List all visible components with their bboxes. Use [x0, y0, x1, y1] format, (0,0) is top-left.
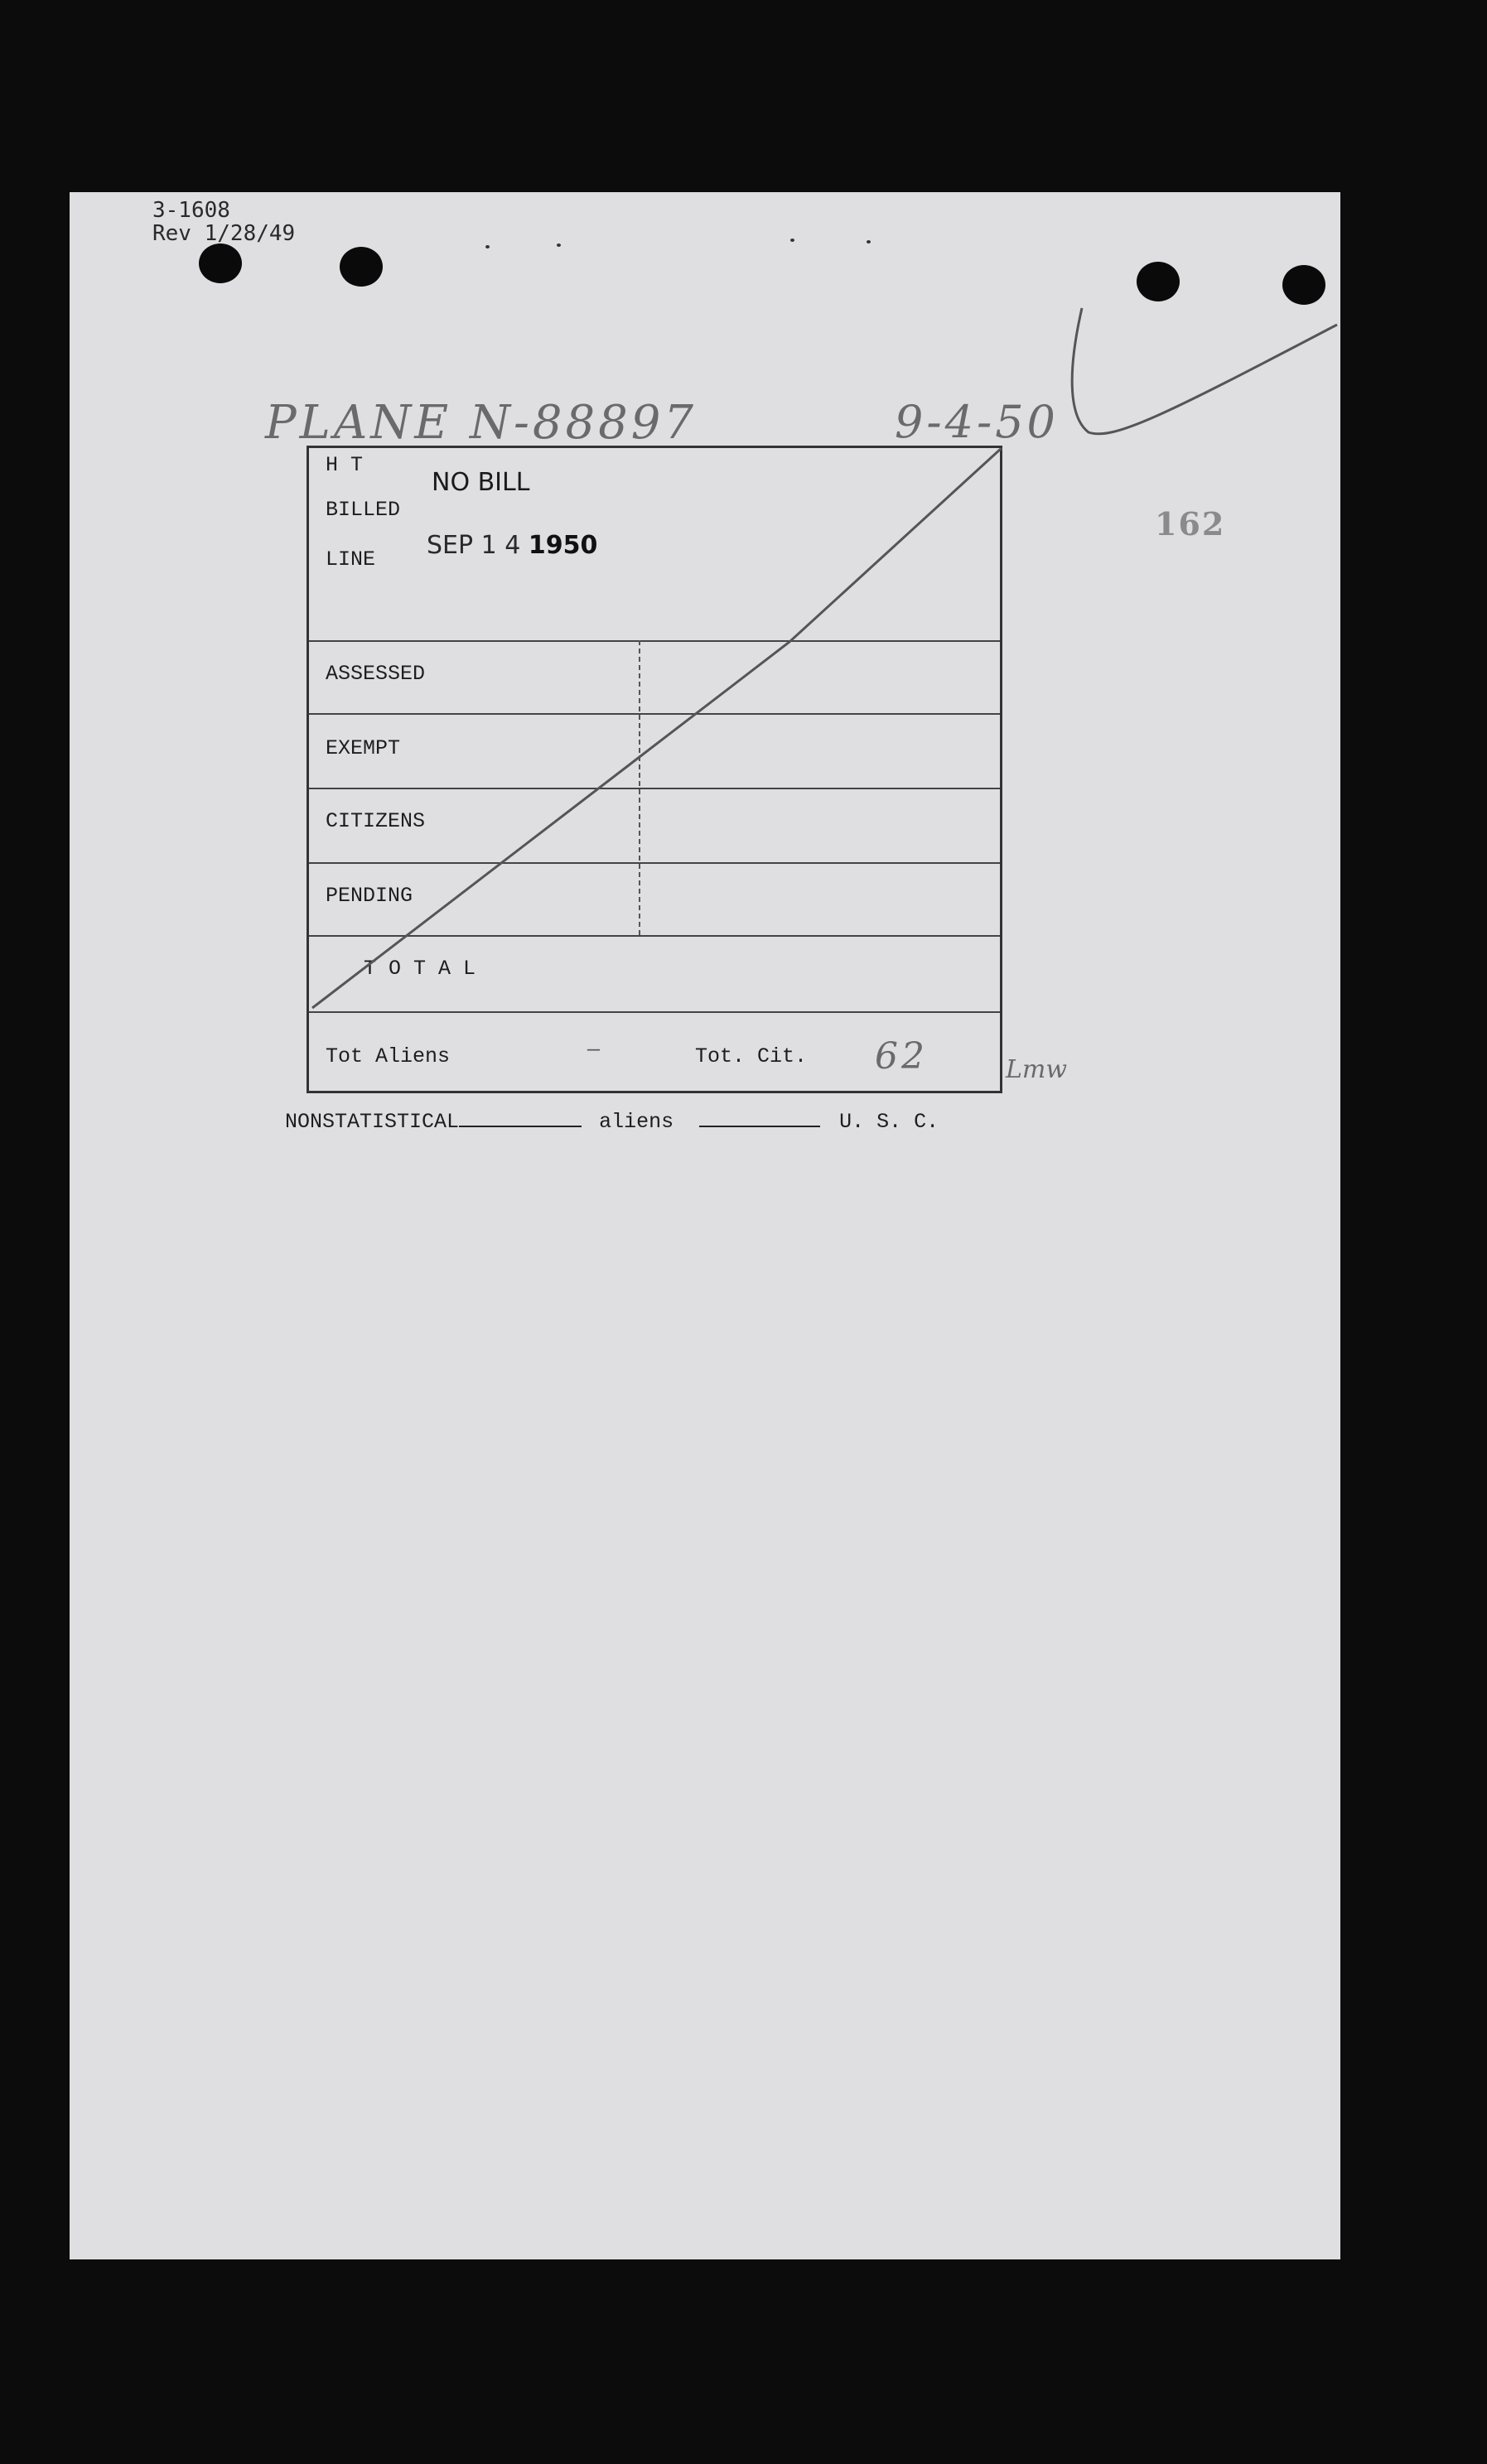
- blank-line: [699, 1124, 820, 1127]
- check-mark: [1064, 292, 1345, 457]
- handwritten-plane-id: PLANE N-88897: [265, 396, 698, 450]
- exempt-label: EXEMPT: [326, 736, 401, 760]
- form-table: [307, 446, 1002, 1093]
- no-bill-stamp: NO BILL: [432, 468, 530, 497]
- tot-aliens-value: —: [587, 1038, 601, 1062]
- total-label: T O T A L: [364, 957, 476, 981]
- form-revision: Rev 1/28/49: [152, 221, 296, 246]
- handwritten-date: 9-4-50: [895, 396, 1059, 448]
- form-number: 3-1608: [152, 198, 230, 223]
- staple-mark: [485, 245, 490, 248]
- citizens-label: CITIZENS: [326, 809, 426, 833]
- document-page: [70, 192, 1340, 2259]
- tot-cit-label: Tot. Cit.: [695, 1044, 808, 1068]
- date-stamp-year: 1950: [528, 531, 598, 560]
- line-label: LINE: [326, 547, 376, 571]
- ht-label: H T: [326, 453, 364, 477]
- staple-mark: [557, 244, 561, 247]
- aliens-label: aliens: [599, 1110, 674, 1134]
- page-number: 162: [1155, 505, 1226, 542]
- diagonal-cancel-line: [309, 448, 1005, 1096]
- handwritten-count: 62: [875, 1035, 928, 1078]
- staple-mark: [790, 239, 794, 242]
- tot-aliens-label: Tot Aliens: [326, 1044, 451, 1068]
- punch-hole: [340, 247, 383, 287]
- nonstatistical-label: NONSTATISTICAL: [285, 1110, 460, 1134]
- nonstatistical-line: [285, 1110, 939, 1134]
- usc-label: U. S. C.: [839, 1110, 939, 1134]
- blank-line: [459, 1124, 582, 1127]
- pending-label: PENDING: [326, 884, 413, 908]
- assessed-label: ASSESSED: [326, 662, 426, 686]
- punch-hole: [199, 244, 242, 283]
- handwritten-initials: Lmw: [1006, 1055, 1068, 1084]
- billed-label: BILLED: [326, 498, 401, 522]
- date-stamp-day: SEP 1 4: [427, 531, 521, 560]
- staple-mark: [867, 240, 871, 244]
